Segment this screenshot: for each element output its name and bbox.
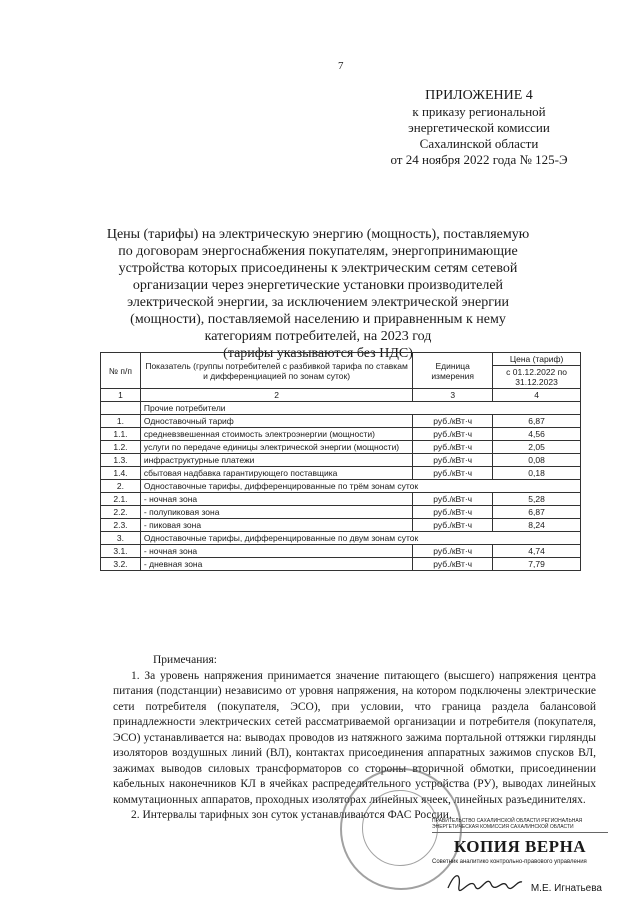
- signature: [445, 868, 525, 896]
- section-row: 3. Одноставочные тарифы, дифференцированные по двум зонам суток: [101, 532, 581, 545]
- stamp-header: ПРАВИТЕЛЬСТВО САХАЛИНСКОЙ ОБЛАСТИ РЕГИОНАЛЬНАЯ ЭНЕРГЕТИЧЕСКАЯ КОМИССИЯ САХАЛИНСКОЙ ОБЛАСТИ: [432, 818, 608, 833]
- appendix-line-3: Сахалинской области: [419, 136, 539, 151]
- notes-heading: Примечания:: [153, 654, 217, 666]
- table-row: 2.2. - полупиковая зона руб./кВт·ч 6,87: [101, 506, 581, 519]
- table-row: 2.3. - пиковая зона руб./кВт·ч 8,24: [101, 519, 581, 532]
- col-number: 3: [413, 389, 493, 402]
- appendix-block: [364, 88, 594, 168]
- table-row: 1.3. инфраструктурные платежи руб./кВт·ч 0,08: [101, 454, 581, 467]
- header-period: с 01.12.2022 по 31.12.2023: [493, 366, 581, 389]
- appendix-line-1: к приказу региональной: [412, 104, 546, 119]
- appendix-line-4: от 24 ноября 2022 года № 125-Э: [390, 152, 568, 167]
- tariff-table: [100, 352, 581, 571]
- note-1: 1. За уровень напряжения принимается значение питающего (высшего) напряжения центра питания (подстанции) независимо от уровня напряжения, на котором подключены электрические сети потребителя (покупателя, ЭСО), при условии, что граница раздела балансовой принадлежности электрических сетей рассматриваемой организации и потребителя (покупателя, ЭСО) устанавливается на: выводах проводов из натяжного зажима портальной оттяжки гирлянды изоляторов воздушных линий (ВЛ), контактах присоединения аппаратных зажимов спусков ВЛ, зажимах выводов силовых трансформаторов со стороны вторичной обмотки, присоединении кабельных наконечников КЛ в ячейках распределительного устройства (РУ), выводах линейных коммутационных аппаратов, проходных изоляторах линейных ячеек, линейных разъединителях.: [113, 669, 596, 806]
- col-number: 2: [140, 389, 412, 402]
- col-number: 1: [101, 389, 141, 402]
- section-other-consumers: Прочие потребители: [140, 402, 580, 415]
- table-row: 3.2. - дневная зона руб./кВт·ч 7,79: [101, 558, 581, 571]
- header-unit: Единица измерения: [413, 353, 493, 389]
- stamp-copy-label: КОПИЯ ВЕРНА: [453, 837, 587, 856]
- table-row: 1.1. средневзвешенная стоимость электроэнергии (мощности) руб./кВт·ч 4,56: [101, 428, 581, 441]
- col-number: 4: [493, 389, 581, 402]
- table-row: 1. Одноставочный тариф руб./кВт·ч 6,87: [101, 415, 581, 428]
- stamp-role: Советник аналитико контрольно-правового управления: [432, 859, 587, 865]
- header-indicator: Показатель (группы потребителей с разбивкой тарифа по ставкам и дифференциацией по зонам суток): [140, 353, 412, 389]
- table-row: 1.4. сбытовая надбавка гарантирующего поставщика руб./кВт·ч 0,18: [101, 467, 581, 480]
- document-title-sub: (тарифы указываются без НДС): [223, 346, 413, 361]
- appendix-title: ПРИЛОЖЕНИЕ 4: [425, 88, 533, 103]
- header-num: № п/п: [101, 353, 141, 389]
- document-title-main: Цены (тарифы) на электрическую энергию (мощность), поставляемую по договорам энергоснабжения покупателям, энергопринимающие устройства которых присоединены к электрическим сетям сетевой организации через энергетические установки производителей электрической энергии, за исключением электрической энергии (мощности), поставляемой населению и приравненным к нему категориям потребителей, на 2023 год: [106, 227, 530, 344]
- table-row: 2.1. - ночная зона руб./кВт·ч 5,28: [101, 493, 581, 506]
- stamp-name: М.Е. Игнатьева: [530, 883, 602, 894]
- section-row: 2. Одноставочные тарифы, дифференцированные по трём зонам суток: [101, 480, 581, 493]
- table-row: 3.1. - ночная зона руб./кВт·ч 4,74: [101, 545, 581, 558]
- note-2: 2. Интервалы тарифных зон суток устанавливаются ФАС России.: [131, 809, 452, 821]
- header-price: Цена (тариф): [493, 353, 581, 366]
- document-title: [98, 226, 538, 362]
- appendix-line-2: энергетической комиссии: [408, 120, 550, 135]
- table-row: 1.2. услуги по передаче единицы электрической энергии (мощности) руб./кВт·ч 2,05: [101, 441, 581, 454]
- page-number: 7: [338, 60, 344, 72]
